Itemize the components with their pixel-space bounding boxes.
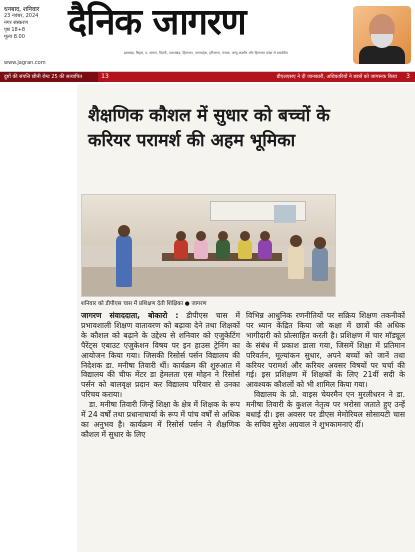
article-paragraph (81, 311, 240, 400)
price: मूल्य 8.00 (4, 34, 25, 40)
article-body (81, 311, 411, 440)
article-photo (81, 194, 336, 297)
photo-attendee-head (196, 231, 206, 241)
website-url: www.jagran.com (4, 60, 46, 66)
photo-attendee-head (290, 235, 302, 247)
article-headline: शैक्षणिक कौशल में सुधार को बच्चों के करियर परामर्श की अहम भूमिका (88, 106, 330, 151)
photo-attendee-head (218, 231, 228, 241)
edition-label: नगर संस्करण (4, 20, 29, 26)
dateline: जागरण संवाददाता, बोकारो : (81, 311, 179, 320)
photo-attendee (238, 239, 252, 259)
photo-attendee (194, 239, 208, 259)
photo-attendee (174, 239, 188, 259)
portrait-ad-image (353, 6, 411, 64)
headline-ticker (0, 72, 415, 82)
photo-attendee-head (314, 237, 326, 249)
ticker-right-page: 3 (406, 73, 410, 80)
editions-line: झारखंड, बिहार, प. बंगाल, दिल्ली, उत्तराखंड, हिमाचल, उत्तरप्रदेश, हरियाणा, पंजाब, जम्मू-कश्मीर और हिमाचल प्रदेश से प्रकाशित (124, 51, 288, 55)
article-paragraph: विद्यालय के प्रो. वाइस चेयरमैन एन मुरलीधरन ने डा. मनीषा तिवारी के कुशल नेतृत्व पर भरोसा जताते हुए उन्हें बधाई दी। इस अवसर पर डीएस मेमोरियल सोसायटी चास के सचिव सुरेश अग्रवाल ने शुभकामनाएं दीं। (246, 390, 405, 429)
article-column-2 (246, 311, 405, 440)
portrait-shirt (359, 46, 405, 64)
photo-attendee (258, 239, 272, 259)
newspaper-logo: दैनिक जागरण (68, 1, 246, 43)
photo-attendee-head (240, 231, 250, 241)
newspaper-masthead (0, 0, 415, 72)
page-count: पृष्ठ 18+8 (4, 27, 26, 33)
issue-date: 23 नवंबर, 2024 (4, 13, 39, 19)
photo-window (274, 205, 296, 223)
article-paragraph: विभिन्न आधुनिक रणनीतियों पर सक्रिय शिक्षण तकनीकों पर ध्यान केंद्रित किया जो कक्षा में छात्रों की अधिक भागीदारी को प्रोत्साहित करती है। प्रशिक्षण में चार मॉड्यूल के संबंध में प्रकाश डाला गया, जिसमें शिक्षा में प्रतिमान परिवर्तन, मूल्यांकन सुधार, अपने बच्चों को जानें तथा करियर परामर्श और करियर अवसर विषयों पर चर्चा की गई। इस प्रशिक्षण में शिक्षकों के लिए 21वीं सदी के आवश्यक कौशलों को भी शामिल किया गया। (246, 311, 405, 390)
photo-caption: शनिवार को डीपीएस चास में प्रशिक्षण देती शिक्षिका ● जागरण (81, 301, 207, 307)
ticker-right-text: डीएलएसए ने दी जानकारी, अधिकारियों ने छात्रों को जागरूक किया (276, 74, 397, 80)
issue-city-day: धनबाद, शनिवार (4, 6, 40, 13)
photo-attendee (216, 239, 230, 259)
article-column-1 (81, 311, 240, 440)
ticker-left-text: दुष्टों की संपत्ति छीनी रोम्ट 25 की सत्यापित (0, 72, 98, 82)
photo-presenter (116, 235, 132, 287)
photo-presenter-head (118, 225, 130, 237)
photo-attendee-head (176, 231, 186, 241)
photo-attendee-head (260, 231, 270, 241)
masthead-meta (4, 6, 66, 41)
article-paragraph: डा. मनीषा तिवारी जिन्हें शिक्षा के क्षेत्र में शिक्षक के रूप में 24 वर्षों तथा प्रधानाचार्या के रूप में पांच वर्षों से अधिक का अनुभव है। कार्यक्रम में रिसोर्स पर्सन ने शैक्षणिक कौशल में सुधार के लिए (81, 400, 240, 439)
paragraph-text: डीपीएस चास में प्रभावशाली शिक्षण वातावरण को बढ़ावा देने तथा शिक्षकों के कौशल को बढ़ाने के उद्देश्य से शनिवार को एजुकेटिंग पैरेंट्स एबाउट एजुकेशन विषय पर इन हाउस ट्रेनिंग का आयोजन किया गया। जिसकी रिसोर्स पर्सन विद्यालय की निदेशक डा. मनीषा तिवारी थीं। कार्यक्रम की शुरुआत में विद्यालय की चीफ मेंटर डा हेमलता एस मोहन ने रिसोर्स पर्सन को बालवृक्ष प्रदान कर विद्यालय परिवार से उनका परिचय कराया। (81, 311, 240, 400)
photo-attendee (312, 247, 328, 281)
ticker-left-page: 13 (101, 73, 109, 80)
photo-attendee (288, 245, 304, 279)
